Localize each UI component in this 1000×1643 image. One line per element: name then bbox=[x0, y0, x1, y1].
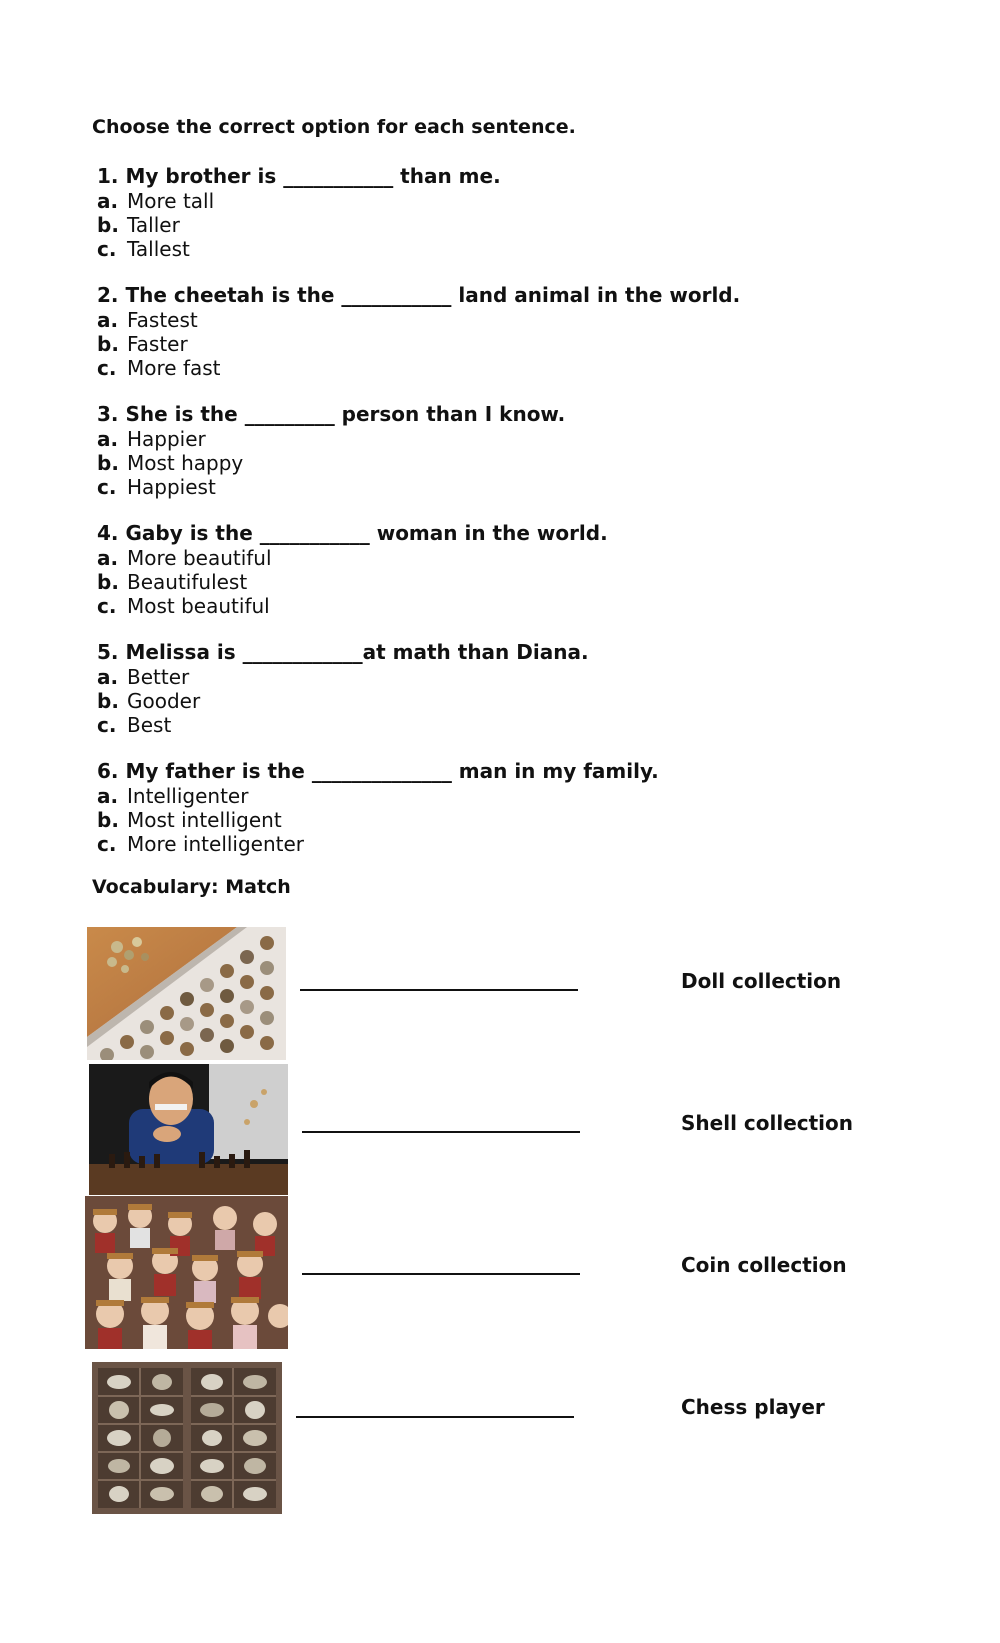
coin-collection-image bbox=[87, 927, 286, 1060]
vocab-word: Shell collection bbox=[681, 1111, 854, 1135]
answer-blank-3[interactable] bbox=[302, 1273, 580, 1275]
question-3 bbox=[97, 401, 897, 499]
vocab-word: Doll collection bbox=[681, 969, 842, 993]
question-4 bbox=[97, 520, 897, 618]
option-b[interactable]: b. Faster bbox=[97, 332, 188, 356]
question-stem: 5. Melissa is ____________at math than Diana. bbox=[97, 640, 589, 664]
option-a[interactable]: a. More tall bbox=[97, 189, 215, 213]
instructions: Choose the correct option for each sentence. bbox=[92, 116, 576, 138]
question-1 bbox=[97, 163, 897, 261]
option-b[interactable]: b. Most intelligent bbox=[97, 808, 282, 832]
question-stem: 1. My brother is ___________ than me. bbox=[97, 164, 501, 188]
option-b[interactable]: b. Most happy bbox=[97, 451, 244, 475]
option-a[interactable]: a. Intelligenter bbox=[97, 784, 249, 808]
option-c[interactable]: c. Most beautiful bbox=[97, 594, 270, 618]
answer-blank-4[interactable] bbox=[296, 1416, 574, 1418]
vocabulary-title: Vocabulary: Match bbox=[92, 876, 291, 898]
option-c[interactable]: c. More fast bbox=[97, 356, 221, 380]
question-6 bbox=[97, 758, 897, 856]
option-a[interactable]: a. Better bbox=[97, 665, 190, 689]
question-stem: 2. The cheetah is the ___________ land animal in the world. bbox=[97, 283, 741, 307]
question-stem: 4. Gaby is the ___________ woman in the world. bbox=[97, 521, 608, 545]
doll-collection-image bbox=[85, 1196, 288, 1349]
option-c[interactable]: c. Best bbox=[97, 713, 172, 737]
question-5 bbox=[97, 639, 897, 737]
option-a[interactable]: a. Happier bbox=[97, 427, 206, 451]
vocab-word: Chess player bbox=[681, 1395, 825, 1419]
option-b[interactable]: b. Taller bbox=[97, 213, 180, 237]
vocab-word: Coin collection bbox=[681, 1253, 847, 1277]
option-a[interactable]: a. Fastest bbox=[97, 308, 198, 332]
option-b[interactable]: b. Beautifulest bbox=[97, 570, 248, 594]
chess-player-image bbox=[89, 1064, 288, 1195]
question-stem: 3. She is the _________ person than I know. bbox=[97, 402, 566, 426]
option-c[interactable]: c. Happiest bbox=[97, 475, 216, 499]
option-a[interactable]: a. More beautiful bbox=[97, 546, 272, 570]
shell-collection-image bbox=[92, 1362, 282, 1514]
answer-blank-2[interactable] bbox=[302, 1131, 580, 1133]
answer-blank-1[interactable] bbox=[300, 989, 578, 991]
question-2 bbox=[97, 282, 897, 380]
option-b[interactable]: b. Gooder bbox=[97, 689, 201, 713]
option-c[interactable]: c. More intelligenter bbox=[97, 832, 305, 856]
option-c[interactable]: c. Tallest bbox=[97, 237, 190, 261]
question-stem: 6. My father is the ______________ man in my family. bbox=[97, 759, 659, 783]
